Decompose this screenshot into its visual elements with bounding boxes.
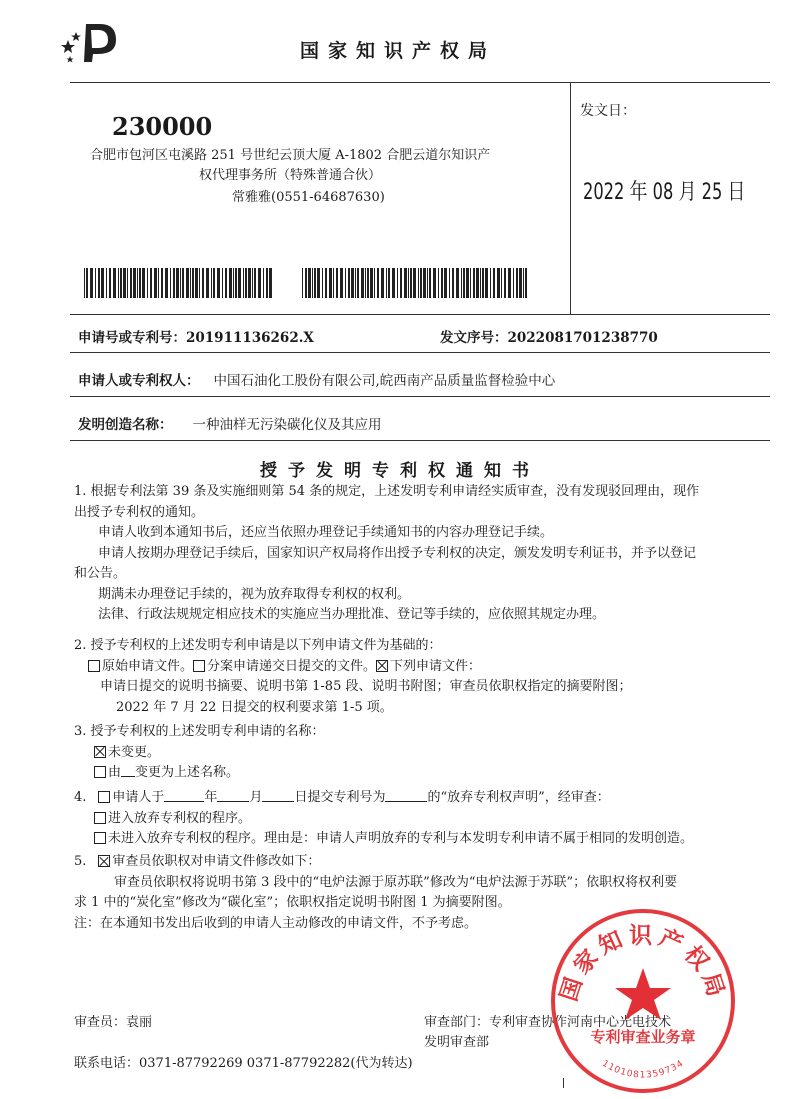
barcode-bar <box>525 268 527 298</box>
barcode-bar <box>381 268 384 298</box>
barcode-bar <box>420 268 422 298</box>
barcode-bar <box>410 268 412 298</box>
s3-opt1: 未变更。 <box>108 744 161 760</box>
barcode-bar <box>482 268 484 298</box>
barcode-bar <box>397 268 398 298</box>
barcode-bar <box>139 268 141 298</box>
dispatch-date-label: 发文日： <box>580 103 636 119</box>
s2-detail1: 申请日提交的说明书摘要、说明书第 1-85 段、说明书附图；审查员依职权指定的摘要附图； <box>100 679 632 694</box>
barcode-bar <box>84 268 85 298</box>
barcode-bar <box>441 268 443 298</box>
s3-opt1-row <box>74 743 774 764</box>
agency-title: 国家知识产权局 <box>300 40 497 62</box>
barcode-bar <box>238 268 241 298</box>
applicant-label: 申请人或专利权人： <box>78 373 200 389</box>
barcode-bar <box>456 268 459 298</box>
barcode-bar <box>317 268 320 298</box>
s4-checkbox[interactable] <box>98 791 110 803</box>
barcode-bar <box>233 268 234 298</box>
s1-p4: 期满未办理登记手续的，视为放弃取得专利权的权利。 <box>98 586 411 602</box>
invention-title: 一种油样无污染碳化仪及其应用 <box>192 417 382 433</box>
notice-title: 授予发明专利权通知书 <box>260 461 540 481</box>
barcode-bar <box>95 268 96 298</box>
s2-detail2: 2022 年 7 月 22 日提交的权利要求第 1-5 项。 <box>116 699 393 715</box>
barcode-bar <box>504 268 506 298</box>
barcode-bar <box>340 268 343 298</box>
barcode-bar <box>133 268 136 298</box>
barcode-bar <box>190 268 191 298</box>
barcode-bar <box>170 268 171 298</box>
s5-heading: 审查员依职权对申请文件修改如下： <box>112 854 321 869</box>
barcode-bar <box>211 268 212 298</box>
serial-label: 发文序号： <box>440 330 508 346</box>
top-rule <box>70 82 770 83</box>
barcode-bar <box>400 268 402 298</box>
barcode-left <box>84 268 276 298</box>
barcode-bar <box>516 268 518 298</box>
app-no: 201911136262.X <box>186 330 314 346</box>
app-no-label: 申请号或专利号： <box>78 330 186 346</box>
app-no-row <box>78 326 314 346</box>
barcode-bar <box>195 268 198 298</box>
barcode-bar <box>333 268 334 298</box>
date-column-divider <box>570 82 571 314</box>
s4-day-blank <box>262 789 294 802</box>
barcode-bar <box>392 268 395 298</box>
barcode-bar <box>86 268 88 298</box>
barcode-bar <box>480 268 481 298</box>
s4-line <box>74 788 784 809</box>
rule-after-title <box>70 440 770 441</box>
s2-checkbox-original[interactable] <box>88 660 100 672</box>
barcode-bar <box>476 268 479 298</box>
barcode-bar <box>302 268 303 298</box>
barcode-bar <box>165 268 168 298</box>
barcode-bar <box>367 268 369 298</box>
s4-num: 4. <box>74 790 87 805</box>
barcode-bar <box>404 268 407 298</box>
barcode-bar <box>199 268 200 298</box>
barcode-bar <box>312 268 313 298</box>
postcode: 230000 <box>112 112 213 141</box>
s1-p3-line2: 和公告。 <box>74 566 127 581</box>
barcode-bar <box>348 268 350 298</box>
barcode-bar <box>213 268 215 298</box>
barcode-bar <box>355 268 356 298</box>
section-3 <box>74 722 774 784</box>
barcode-bar <box>466 268 469 298</box>
s2-checkbox-divisional[interactable] <box>193 660 205 672</box>
barcode-bar <box>147 268 148 298</box>
barcode-bar <box>252 268 253 298</box>
barcode-bar <box>127 268 128 298</box>
barcode-bar <box>408 268 409 298</box>
dispatch-date: 2022 年 08 月 25 日 <box>583 180 746 205</box>
barcode-bar <box>90 268 93 298</box>
s5-line1: 审查员依职权将说明书第 3 段中的“电炉法源于原苏联”修改为“电炉法源于苏联”；依职权将权利要 <box>114 874 678 890</box>
s5-heading-row <box>74 852 774 873</box>
s3-checkbox-changed[interactable] <box>94 766 106 778</box>
s4-month-blank <box>217 789 249 802</box>
s4-year-blank <box>164 789 204 802</box>
svg-text:1101081359734 <box>600 1059 686 1081</box>
seal-number: 1101081359734 <box>600 1058 686 1081</box>
contact-phone: 联系电话：0371-87792269 0371-87792282(代为转达) <box>74 1056 413 1071</box>
s2-options <box>74 657 774 678</box>
barcode-bar <box>269 268 272 298</box>
barcode-bar <box>429 268 431 298</box>
barcode-bar <box>150 268 152 298</box>
barcode-bar <box>449 268 450 298</box>
s5-line2: 求 1 中的“炭化室”修改为“碳化室”；依职权指定说明书附图 1 为摘要附图。 <box>74 895 511 910</box>
barcode-bar <box>254 268 256 298</box>
seal-top-text: 国家知识产权局 <box>554 921 732 1005</box>
title-row <box>78 413 382 433</box>
barcode-bar <box>345 268 346 298</box>
barcode-bar <box>418 268 419 298</box>
barcode-bar <box>248 268 251 298</box>
barcode-bar <box>365 268 366 298</box>
barcode-bar <box>154 268 157 298</box>
barcode-bar <box>222 268 223 298</box>
barcode-bar <box>130 268 132 298</box>
barcode-bar <box>314 268 316 298</box>
barcode-bar <box>473 268 475 298</box>
barcode-bar <box>245 268 247 298</box>
barcode-bar <box>461 268 462 298</box>
rule-after-app-no <box>70 352 770 353</box>
barcode-bar <box>161 268 163 298</box>
barcode-bar <box>98 268 100 298</box>
barcode-bar <box>225 268 227 298</box>
barcode-bar <box>470 268 471 298</box>
barcode-bar <box>370 268 373 298</box>
s5-num: 5. <box>74 854 87 869</box>
s3-opt2a: 由 <box>108 765 122 780</box>
official-seal <box>548 906 738 1096</box>
s2-opt3: 下列申请文件： <box>390 658 482 674</box>
s4-e: 的“放弃专利权声明”，经审查： <box>427 790 610 805</box>
section-4 <box>74 788 784 850</box>
s4-b: 年 <box>204 790 218 805</box>
barcode-bar <box>493 268 495 298</box>
barcode-bar <box>519 268 522 298</box>
barcode-bar <box>180 268 181 298</box>
s4-checkbox-entered[interactable] <box>94 812 106 824</box>
barcode-bar <box>377 268 379 298</box>
barcode-bar <box>508 268 511 298</box>
barcode-bar <box>322 268 323 298</box>
barcode-bar <box>137 268 138 298</box>
barcode-bar <box>388 268 390 298</box>
barcode-bar <box>113 268 116 298</box>
barcode-bar <box>523 268 524 298</box>
s4-d: 日提交专利号为 <box>294 790 386 805</box>
barcode-bar <box>109 268 111 298</box>
examiner: 审查员：袁丽 <box>74 1015 153 1030</box>
barcode-bar <box>427 268 428 298</box>
barcode-bar <box>374 268 375 298</box>
rule-after-address <box>70 314 770 315</box>
barcode-bar <box>202 268 204 298</box>
barcode-bar <box>206 268 209 298</box>
address-line-1: 合肥市包河区屯溪路 251 号世纪云顶大厦 A-1802 合肥云道尔知识产 <box>90 148 491 163</box>
barcode-bar <box>258 268 261 298</box>
barcode-bar <box>325 268 327 298</box>
s3-opt2-row <box>74 763 774 784</box>
barcode-bar <box>305 268 307 298</box>
s1-line1: 1. 根据专利法第 39 条及实施细则第 54 条的规定，上述发明专利申请经实质审查，没有发现驳回理由，现作 <box>74 484 700 499</box>
barcode-bar <box>142 268 145 298</box>
barcode-bar <box>217 268 220 298</box>
barcode-bar <box>308 268 311 298</box>
barcode-bar <box>485 268 488 298</box>
barcode-bar <box>413 268 416 298</box>
contact: 常雅雅(0551-64687630) <box>232 190 385 205</box>
applicant: 中国石油化工股份有限公司,皖西南产品质量监督检验中心 <box>213 373 556 389</box>
barcode-bar <box>513 268 514 298</box>
cnipa-logo <box>60 18 120 64</box>
serial: 2022081701238770 <box>507 330 658 346</box>
barcode-bar <box>123 268 126 298</box>
s3-blank <box>121 764 135 777</box>
section-2 <box>74 636 774 718</box>
barcode-bar <box>423 268 426 298</box>
s4-opt1-row <box>74 809 784 830</box>
barcode-right <box>302 268 530 298</box>
s4-opt2-row <box>74 829 784 850</box>
s4-a: 申请人于 <box>112 790 165 805</box>
applicant-row <box>78 369 555 389</box>
dept-line-2: 发明审查部 <box>424 1035 490 1050</box>
s5-checkbox[interactable] <box>98 855 110 867</box>
title-label: 发明创造名称： <box>78 417 173 433</box>
barcode-bar <box>357 268 359 298</box>
barcode-bar <box>158 268 159 298</box>
barcode-bar <box>263 268 264 298</box>
s1-line2: 出授予专利权的通知。 <box>74 504 205 520</box>
barcode-bar <box>186 268 189 298</box>
barcode-bar <box>361 268 364 298</box>
s1-p3-line1: 申请人按期办理登记手续后，国家知识产权局将作出授予专利权的决定，颁发发明专利证书，并予以登记 <box>98 545 697 561</box>
barcode-bar <box>336 268 338 298</box>
barcode-bar <box>182 268 184 298</box>
barcode-bar <box>106 268 107 298</box>
barcode-bar <box>351 268 354 298</box>
barcode-bar <box>497 268 500 298</box>
s4-c: 月 <box>249 790 263 805</box>
s1-p2: 申请人收到本通知书后，还应当依照办理登记手续通知书的内容办理登记手续。 <box>98 525 554 540</box>
s4-patent-no-blank <box>385 789 427 802</box>
seal-star <box>615 968 671 1020</box>
barcode-bar <box>266 268 268 298</box>
dept-line-1: 审查部门：专利审查协作河南中心光电技术 <box>424 1015 672 1030</box>
barcode-bar <box>386 268 387 298</box>
barcode-bar <box>452 268 454 298</box>
s3-heading: 3. 授予专利权的上述发明专利申请的名称： <box>74 724 325 739</box>
barcode-bar <box>463 268 465 298</box>
s4-opt2: 未进入放弃专利权的程序。理由是：申请人声明放弃的专利与本发明专利申请不属于相同的发明创造。 <box>108 831 694 846</box>
barcode-bar <box>490 268 491 298</box>
s3-opt2b: 变更为上述名称。 <box>135 765 240 780</box>
section-1 <box>74 482 774 626</box>
barcode-bar <box>192 268 194 298</box>
barcode-bar <box>433 268 436 298</box>
barcode-bar <box>235 268 237 298</box>
barcode-bar <box>173 268 175 298</box>
rule-after-applicant <box>70 396 770 397</box>
serial-row <box>440 326 658 346</box>
note: 注：在本通知书发出后收到的申请人主动修改的申请文件，不予考虑。 <box>74 915 478 931</box>
barcode-bar <box>118 268 119 298</box>
s3-checkbox-unchanged[interactable] <box>94 746 106 758</box>
barcode-bar <box>329 268 332 298</box>
barcode-bar <box>501 268 502 298</box>
s4-checkbox-not-entered[interactable] <box>94 832 106 844</box>
barcode-bar <box>101 268 104 298</box>
s1-p5: 法律、行政法规规定相应技术的实施应当办理批准、登记等手续的，应依照其规定办理。 <box>98 607 606 622</box>
s4-opt1: 进入放弃专利权的程序。 <box>108 810 252 826</box>
barcode-bar <box>120 268 122 298</box>
s2-opt1: 原始申请文件。 <box>102 658 194 674</box>
barcode-bar <box>438 268 439 298</box>
barcode-bar <box>176 268 179 298</box>
barcode-bar <box>243 268 244 298</box>
s2-heading: 2. 授予专利权的上述发明专利申请是以下列申请文件为基础的： <box>74 638 442 653</box>
seal-bottom-text: 专利审查业务章 <box>590 1028 696 1046</box>
address-line-2: 权代理事务所（特殊普通合伙） <box>199 168 382 183</box>
barcode-bar <box>229 268 232 298</box>
s2-checkbox-listed[interactable] <box>376 660 388 672</box>
s2-opt2: 分案申请递交日提交的文件。 <box>207 658 377 674</box>
barcode-bar <box>444 268 447 298</box>
